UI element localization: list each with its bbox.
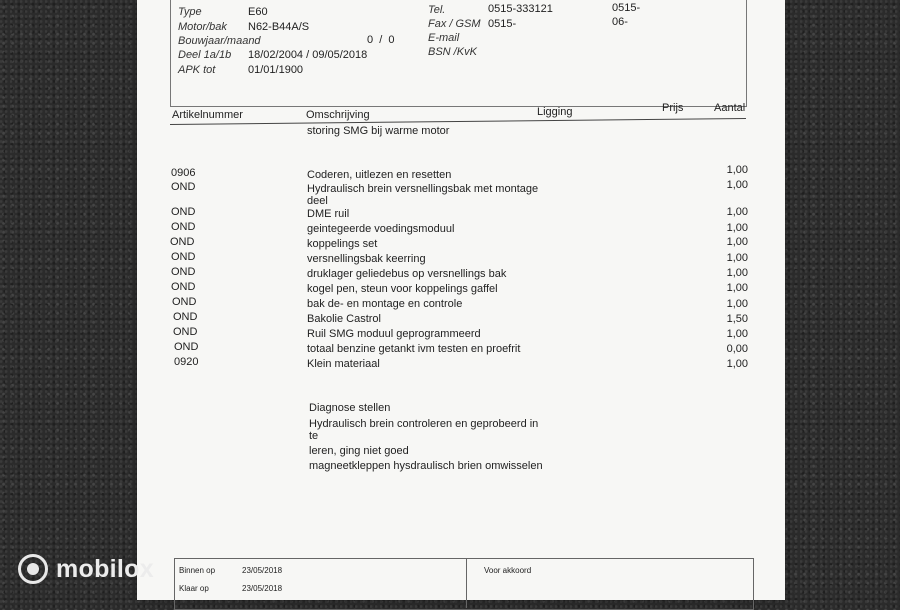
line-description: Klein materiaal [307,358,380,370]
mobilox-logo-icon [18,554,48,584]
footer-klaar-value: 23/05/2018 [242,584,283,593]
line-code: OND [170,236,195,248]
field-label-apk: APK tot [178,64,216,76]
line-quantity: 1,00 [726,164,748,176]
contact-extra-tel: 0515- [612,2,641,14]
line-description: Bakolie Castrol [307,313,381,325]
field-value-bouwjaar: 0 / 0 [367,34,395,46]
field-value-apk: 01/01/1900 [248,64,304,76]
complaint-text: storing SMG bij warme motor [307,125,450,137]
line-quantity: 1,00 [726,252,748,264]
contact-extra-fax: 06- [612,16,628,28]
line-description: Ruil SMG moduul geprogrammeerd [307,328,481,340]
field-label-type: Type [178,6,202,18]
footer-binnen-label: Binnen op [179,566,216,575]
line-code: OND [171,181,196,193]
line-code: OND [171,266,196,278]
contact-label-email: E-mail [428,32,460,44]
contact-label-fax: Fax / GSM [428,18,481,30]
line-code: OND [173,311,198,323]
field-label-deel: Deel 1a/1b [178,49,232,61]
line-description: druklager geliedebus op versnellings bak [307,268,507,280]
col-prijs: Prijs [662,102,684,114]
line-description: kogel pen, steun voor koppelings gaffel [307,283,498,295]
mobilox-logo-text: mobilox [56,554,154,583]
line-description: koppelings set [307,238,378,250]
line-quantity: 1,00 [726,236,748,248]
line-code: OND [172,296,197,308]
line-quantity: 1,00 [726,222,748,234]
contact-label-tel: Tel. [428,4,446,16]
line-code: OND [171,206,196,218]
footer-binnen-value: 23/05/2018 [242,566,283,575]
line-quantity: 1,00 [726,282,748,294]
col-omschrijving: Omschrijving [306,109,370,121]
field-label-bouwjaar: Bouwjaar/maand [178,35,261,47]
contact-value-tel: 0515-333121 [488,3,553,15]
footer-akkoord-label: Voor akkoord [484,566,532,575]
contact-label-bsn: BSN /KvK [428,46,477,58]
col-ligging: Ligging [537,106,573,118]
line-code: OND [171,221,196,233]
field-value-type: E60 [248,6,268,18]
line-quantity: 1,00 [726,298,748,310]
col-artikelnummer: Artikelnummer [172,109,243,121]
line-code: OND [171,281,196,293]
line-description: versnellingsbak keerring [307,253,426,265]
line-quantity: 1,00 [726,328,748,340]
line-description: totaal benzine getankt ivm testen en proefrit [307,343,521,355]
footer-divider [466,558,467,608]
note-line: magneetkleppen hysdraulisch brien omwisselen [309,460,543,472]
footer-klaar-label: Klaar op [179,584,209,593]
line-code: 0920 [174,356,199,368]
line-quantity: 1,00 [726,267,748,279]
line-code: 0906 [171,167,196,179]
line-description: Hydraulisch brein versnellingsbak met montage deel [307,183,539,207]
line-quantity: 1,00 [726,206,748,218]
note-line: leren, ging niet goed [309,445,409,457]
line-description: Coderen, uitlezen en resetten [307,169,452,181]
line-description: DME ruil [307,208,350,220]
col-aantal: Aantal [714,102,746,114]
field-value-motor: N62-B44A/S [248,21,310,33]
line-description: geintegeerde voedingsmoduul [307,223,455,235]
contact-value-fax: 0515- [488,18,517,30]
line-description: bak de- en montage en controle [307,298,463,310]
note-line: Diagnose stellen [309,402,391,414]
line-code: OND [171,251,196,263]
note-line: Hydraulisch brein controleren en geprobeerd in te [309,418,539,442]
line-code: OND [174,341,199,353]
field-value-deel: 18/02/2004 / 09/05/2018 [248,49,368,61]
line-quantity: 1,50 [726,313,748,325]
field-label-motor: Motor/bak [178,21,227,33]
mobilox-logo [18,554,154,584]
line-code: OND [173,326,198,338]
line-quantity: 1,00 [726,358,748,370]
line-quantity: 0,00 [726,343,748,355]
line-quantity: 1,00 [726,179,748,191]
